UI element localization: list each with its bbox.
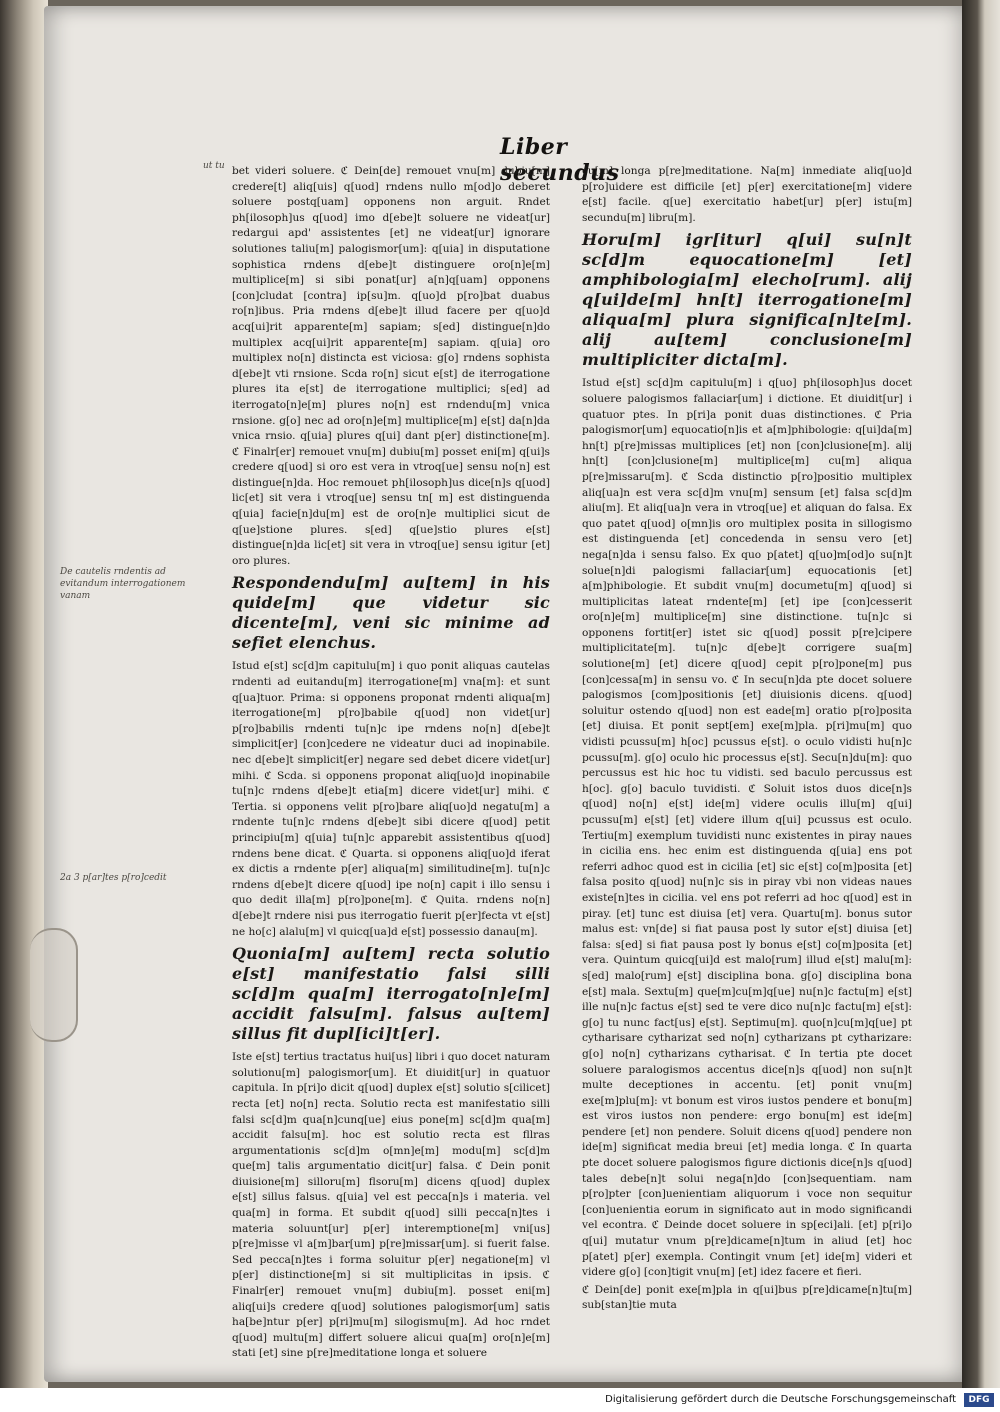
book-page-edges	[0, 0, 48, 1388]
dfg-logo: DFG	[964, 1393, 994, 1407]
paragraph: Istud e[st] sc[d]m capitulu[m] i quo ponit aliquas cautelas rndenti ad euitandu[m] iterrogatione[m] vna[m]: et sunt q[ua]tuor. Prima: si opponens proponat rndenti aliqua[m] iterrogatione[m] p[ro]babile q[uod] non videt[ur] p[ro]babilis rndenti tu[n]c ipe rndens no[n] d[ebe]t simplicit[er] [con]cedere ne videatur duci ad inopinabile. nec d[ebe]t simplicit[er] negare sed debet dicere videt[ur] mihi. ℭ Scda. si opponens proponat aliq[uo]d inopinabile tu[n]c rndens d[ebe]t etia[m] dicere videt[ur] mihi. ℭ Tertia. si opponens velit p[ro]bare aliq[uo]d negatu[m] a rndente tu[n]c rndens d[ebe]t sibi dicere q[uod] petit principiu[m] q[uia] tu[n]c apparebit assistentibus q[uod] rndens bene dicat. ℭ Quarta. si opponens aliq[uo]d iferat ex dictis a rndente p[er] aliqua[m] similitudine[m]. tu[n]c rndens d[ebe]t dicere q[uod] ipe no[n] capit i illo sensu i quo dedit illa[m] p[ro]pone[m]. ℭ Quita. rndens no[n] d[ebe]t rndere nisi pus iterrogatio fuerit p[er]fecta vt e[st] ne ho[c] alalu[m] vl quicq[ua]d e[st] possessio danau[m].	[232, 660, 550, 938]
lemma-heading: Horu[m] igr[itur] q[ui] su[n]t sc[d]m equocatione[m] [et] amphibologia[m] elecho[rum]. alij q[ui]de[m] hn[t] iterrogatione[m] aliqua[m] plura significa[n]te[m]. alij au[tem] conclusione[m] multipliciter dicta[m].	[582, 230, 912, 370]
book-binding-edge	[962, 0, 1000, 1388]
margin-note: 2a 3 p[ar]tes p[ro]cedit	[60, 873, 167, 883]
margin-note: De cautelis rndentis ad evitandum interrogationem vanam	[60, 567, 186, 601]
paragraph: Iste e[st] tertius tractatus hui[us] libri i quo docet naturam solutionu[m] palogismor[um]. Et diuidit[ur] in quatuor capitula. In p[ri]o dicit q[uod] duplex e[st] solutio s[cilicet] recta [et] no[n] recta. Solutio recta est manifestatio silli falsi sc[d]m qua[n]cunq[ue] eius pone[m] sc[d]m qua[m] accidit falsu[m]. hoc est solutio recta est fllras argumentationis sc[d]m o[mn]e[m] modu[m] sc[d]m que[m] talis argumentatio dicit[ur] falsa. ℭ Dein ponit diuisione[m] silloru[m] flsoru[m] dicens q[uod] duplex e[st] sillus falsus. q[uia] vel est pecca[n]s i materia. vel qua[m] in forma. Et subdit q[uod] silli pecca[n]tes i materia soluunt[ur] p[er] interemptione[m] vni[us] p[re]misse vl a[m]bar[um] p[re]missar[um]. si fuerit false. Sed pecca[n]tes i forma soluitur p[er] negatione[m] vl p[er] distinctione[m] si sit multiplicitas in ipsis. ℭ Finalr[er] remouet vnu[m] dubiu[m]. posset eni[m] aliq[ui]s credere q[uod] solutiones palogismor[um] satis ha[be]ntur p[er] p[ri]mu[m] silogismu[m]. Ad hoc rndet q[uod] multu[m] differt soluere alicui qua[m] oro[n]e[m] stati [et] sine p[re]meditatione longa et soluere	[232, 1051, 550, 1360]
paragraph: bet videri soluere. ℭ Dein[de] remouet vnu[m] dubiu[m] credere[t] aliq[uis] q[uod] rndens nullo m[od]o deberet soluere postq[uam] opponens non arguit. Rndet ph[ilosoph]us q[uod] imo d[ebe]t soluere ne videat[ur] redargui apd' assistentes [et] ne videat[ur] ignorare solutiones taliu[m] palogismor[um]: q[uia] in disputatione sophistica rndens d[ebe]t distinguere oro[n]e[m] multiplice[m] si sibi ponat[ur] a[n]q[uam] opponens [con]cludat [contra] ip[su]m. q[uo]d p[ro]bat duabus ro[n]ibus. Pria rndens d[ebe]t illud facere per q[uo]d acq[ui]rit apparente[m] sapiam; s[ed] distingue[n]do multiplex acq[ui]rit apparente[m] sapiam. q[uia] oro multiplex no[n] distincta est viciosa: g[o] rndens sophista d[ebe]t vti rnsione. Scda ro[n] sicut e[st] de iterrogatione plures ita e[st] de iterrogatione multiplici; s[ed] ad iterrogato[n]e[m] plures no[n] est rndendu[m] vnica rnsione. g[o] nec ad oro[n]e[m] multiplice[m] e[st] da[n]da vnica rnsio. q[uia] plures q[ui] dant p[er] distinctione[m]. ℭ Finalr[er] remouet vnu[m] dubiu[m] posset eni[m] q[ui]s credere q[uod] si oro est vera in vtroq[ue] sensu no[n] est distingue[n]da. Hoc remouet ph[ilosoph]us dice[n]s q[uod] lic[et] sit vera i vtroq[ue] sensu tn[ m] est distinguenda q[uia] facie[n]du[m] est de oro[n]e multiplici sicut de q[ue]stione plures. s[ed] q[ue]stio plures e[st] distingue[n]da lic[et] sit vera in vtroq[ue] sensu igitur [et] oro plures.	[232, 165, 550, 567]
running-head: Liber secundus	[500, 134, 620, 186]
lemma-heading: Quonia[m] au[tem] recta solutio e[st] manifestatio falsi silli sc[d]m qua[m] iterrogato[n]e[m] accidit falsu[m]. falsus au[tem] sillus fit dupl[ici]t[er].	[232, 944, 550, 1044]
lemma-heading: Respondendu[m] au[tem] in his quide[m] que videtur sic dicente[m], veni sic minime ad sefiet elenchus.	[232, 573, 550, 653]
paragraph: Istud e[st] sc[d]m capitulu[m] i q[uo] ph[ilosoph]us docet soluere palogismos fallaciar[um] i dictione. Et diuidit[ur] i quatuor ptes. In p[ri]a ponit duas distinctiones. ℭ Pria palogismor[um] equocatio[n]is et a[m]phibologie: q[ui]da[m] hn[t] p[re]missas multiplices [et] non [con]clusione[m]. alij hn[t] [con]clusione[m] multiplice[m] cu[m] aliqua p[re]missaru[m]. ℭ Scda distinctio p[ro]positio multiplex aliq[ua]n est vera sc[d]m vnu[m] sensum [et] falsa sc[d]m aliu[m]. Et aliq[ua]n vera in vtroq[ue] et aliquan do falsa. Ex quo patet q[uod] o[mn]is oro multiplex posita in sillogismo est distinguenda [et] concedenda in sensu vero [et] nega[n]da i sensu falso. Ex quo p[atet] q[uo]m[od]o su[n]t solue[n]di palogismi fallaciar[um] equocationis [et] a[m]phibologie. Et subdit vnu[m] documetu[m] q[uod] si multiplicitas lateat rndente[m] [et] ipe [con]cesserit oro[n]e[m] multiplice[m] sine distinctione. tu[n]c si opponens fortit[er] istet sic q[uod] possit p[re]cipere multiplicitate[m]. tu[n]c d[ebe]t corrigere sua[m] solutione[m] [et] dicere q[uod] cepit p[ro]pone[m] pus [con]cessa[m] in sensu vo. ℭ In secu[n]da pte docet soluere palogismos [com]positionis [et] diuisionis dicens. q[uod] soluitur ostendo q[uod] non est eade[m] oratio p[ro]posita [et] diuisa. Et ponit sept[em] exe[m]pla. p[ri]mu[m] quo vidisti pcussu[m] h[oc] pcussus e[st]. o oculo vidisti hu[n]c pcussu[m]. g[o] oculo hic processus e[st]. Secu[n]du[m]: quo percussus est hic hoc tu vidisti. sed baculo percussus est h[oc]. g[o] baculo tuvidisti. ℭ Soluit istos duos dice[n]s q[uod] no[n] e[st] ide[m] videre oculis illu[m] q[ui] pcussu[m] e[st] [et] videre illum q[ui] pcussus est oculo. Tertiu[m] exemplum tuvidisti nunc existentes in piray naues in cicilia ens. hec enim est distinguenda q[uia] ens pot referri adhoc quod est in cicilia [et] sic e[st] co[m]posita [et] falsa posito q[uod] nu[n]c sis in piray vbi non videas naues existe[n]tes in cicilia. vel ens pot referri ad hoc q[uod] est in piray. [et] tunc est diuisa [et] vera. Quartu[m]. bonus sutor malus est: vn[de] si fiat pausa post ly sutor e[st] diuisa [et] falsa: s[ed] si fiat pausa post ly bonus e[st] co[m]posita [et] vera. Quintum quicq[ui]d est malo[rum] illud e[st] malu[m]: s[ed] malo[rum] e[st] disciplina bona. g[o] disciplina bona e[st] mala. Sextu[m] que[m]cu[m]q[ue] nu[n]c factu[m] e[st] ille nu[n]c factus e[st] sed te vere dico nu[n]c factu[m] e[st]: g[o] tu nunc fact[us] e[st]. Septimu[m]. quo[n]cu[m]q[ue] pt cytharisare cytharizat sed no[n] cytharizans pt cytharizare: g[o] no[n] cytharizans cytharisat. ℭ In tertia pte docet soluere paralogismos accentus dice[n]s q[uod] non su[n]t multe deceptiones in accentu. [et] ponit vnu[m] exe[m]plu[m]: vt bonum est viros iustos pendere et bonu[m] est viros iustos non pendere: ergo bonu[m] est ide[m] pendere [et] non pendere. Soluit dicens q[uod] pendere non ide[m] significat media breui [et] media longa. ℭ In quarta pte docet soluere palogismos figure dictionis dice[n]s q[uod] tales debe[n]t solui nega[n]do [con]sequentiam. nam p[ro]pter [con]uenientiam aliquorum i voce non sequitur [con]uenientia eorum in significato aut in modo significandi vel econtra. ℭ Deinde docet soluere in sp[eci]ali. [et] p[ri]o q[ui] mutatur vnum p[re]dicame[n]tum in aliud [et] hoc p[atet] p[er] exempla. Contingit vnum [et] ide[m] videri et videre g[o] [con]tigit vnu[m] [et] idez facere et fieri.	[582, 377, 912, 1279]
paragraph: ℭ Dein[de] ponit exe[m]pla in q[ui]bus p[re]dicame[n]tu[m] sub[stan]tie muta	[582, 1283, 912, 1312]
right-text-column	[582, 164, 912, 1316]
left-text-column	[232, 164, 550, 1364]
margin-note: ut tu	[203, 161, 225, 171]
footer-bar	[0, 1388, 1000, 1412]
page-clip	[30, 928, 78, 1042]
paragraph: cu[m] longa p[re]meditatione. Na[m] inmediate aliq[uo]d p[ro]uidere est difficile [et] p[er] exercitatione[m] videre e[st] facile. q[ue] exercitatio habet[ur] p[er] istu[m] secundu[m] libru[m].	[582, 165, 912, 224]
footer-credit: Digitalisierung gefördert durch die Deutsche Forschungsgemeinschaft	[605, 1394, 956, 1405]
